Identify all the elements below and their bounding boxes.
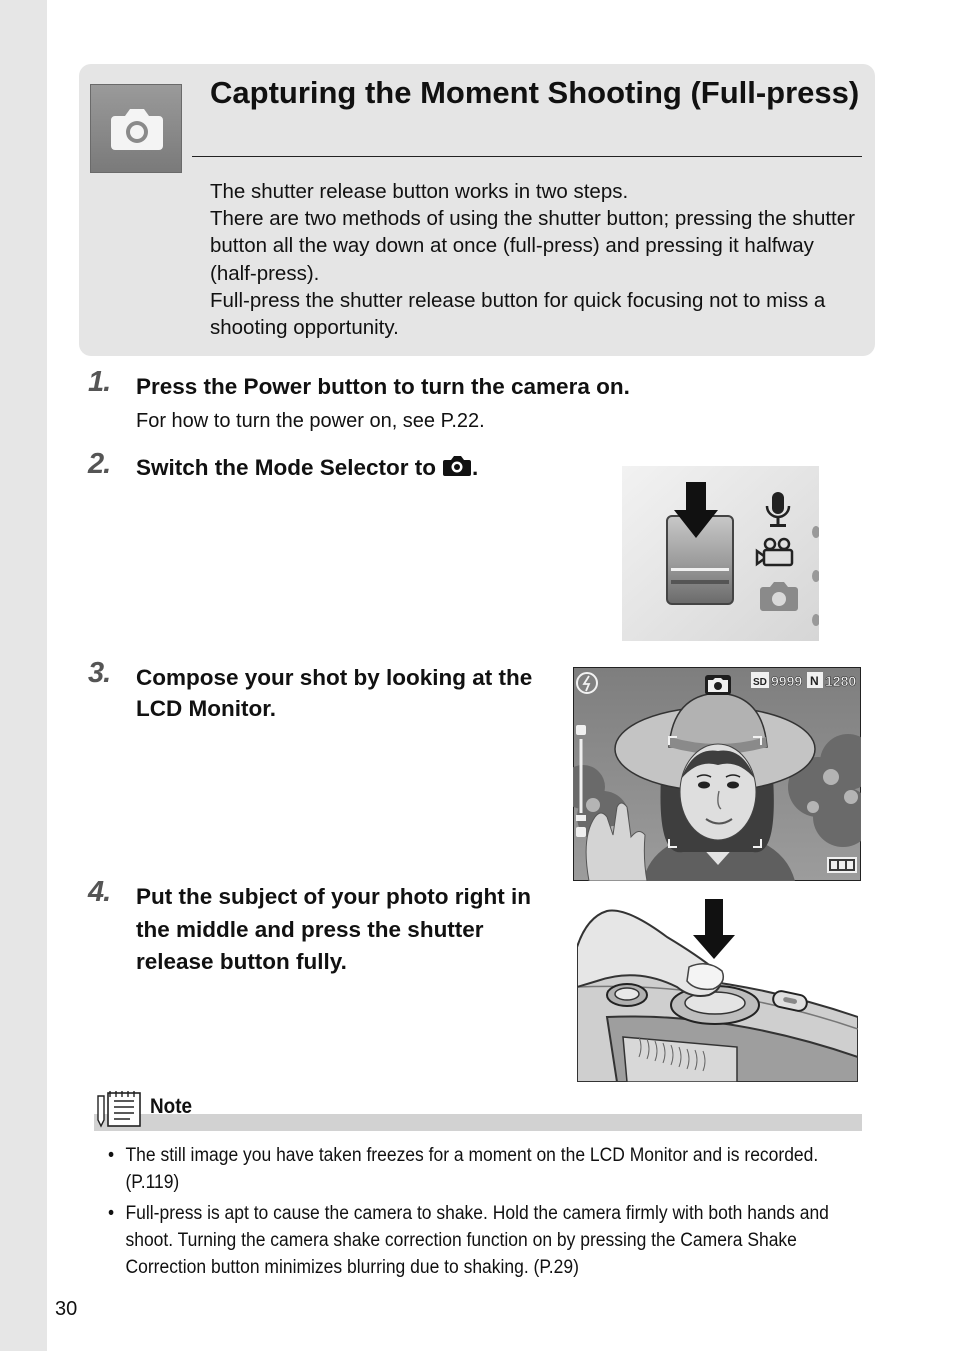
intro-paragraph: Full-press the shutter release button for quick focusing not to miss a shooting opportunity.	[210, 288, 826, 340]
intro-paragraph: There are two methods of using the shutter button; pressing the shutter button all the way down at once (full-press) and pressing it halfway (half-press).	[210, 207, 855, 285]
step-2-label: Switch the Mode Selector to	[136, 455, 437, 480]
camera-icon	[705, 675, 731, 695]
camera-icon	[91, 85, 183, 174]
lcd-monitor-illustration	[573, 667, 861, 881]
shutter-press-illustration	[577, 897, 858, 1082]
mode-selector-illustration	[622, 466, 819, 641]
bullet: •	[108, 1145, 115, 1166]
image-size-readout: 1280	[825, 673, 857, 689]
battery-icon	[827, 857, 857, 873]
intro-paragraph: The shutter release button works in two steps.	[210, 180, 629, 203]
note-list	[108, 1142, 868, 1285]
step-3-text: Compose your shot by looking at the LCD Monitor.	[136, 665, 533, 721]
shots-remaining-counter: 9999	[771, 673, 803, 689]
page-margin-strip	[0, 0, 47, 1351]
note-item-text: Full-press is apt to cause the camera to shake. Hold the camera firmly with both hands and shoot. Turning the camera shake correction function on by pressing the Camera Shake Correction button minimizes blurring due to shaking. (P.29)	[125, 1203, 829, 1278]
step-1-text: Press the Power button to turn the camera on.	[136, 374, 630, 399]
section-icon-tile	[90, 84, 182, 173]
bullet: •	[108, 1203, 115, 1224]
step-4-number: 4.	[88, 876, 111, 908]
step-2-text	[136, 452, 596, 483]
note-label: Note	[150, 1095, 193, 1118]
note-icon	[94, 1090, 144, 1128]
svg-text:SD: SD	[753, 677, 767, 688]
title-underline	[192, 156, 862, 157]
quality-badge: N	[810, 674, 819, 688]
camera-icon	[442, 455, 472, 477]
step-1-number: 1.	[88, 366, 111, 398]
step-2-number: 2.	[88, 448, 111, 480]
sd-card-icon	[751, 672, 769, 688]
intro-text	[210, 178, 865, 341]
step-3-number: 3.	[88, 657, 111, 689]
page-title: Capturing the Moment Shooting (Full-press)	[210, 75, 860, 110]
page-number: 30	[55, 1298, 78, 1320]
step-1-subtext: For how to turn the power on, see P.22.	[136, 410, 485, 432]
note-header-bar	[94, 1114, 862, 1131]
list-item	[108, 1200, 858, 1281]
step-4-text: Put the subject of your photo right in the middle and press the shutter release button fully.	[136, 884, 531, 974]
step-2-period: .	[472, 455, 479, 480]
note-item-text: The still image you have taken freezes for a moment on the LCD Monitor and is recorded. (P.119)	[125, 1145, 819, 1193]
list-item	[108, 1142, 858, 1196]
